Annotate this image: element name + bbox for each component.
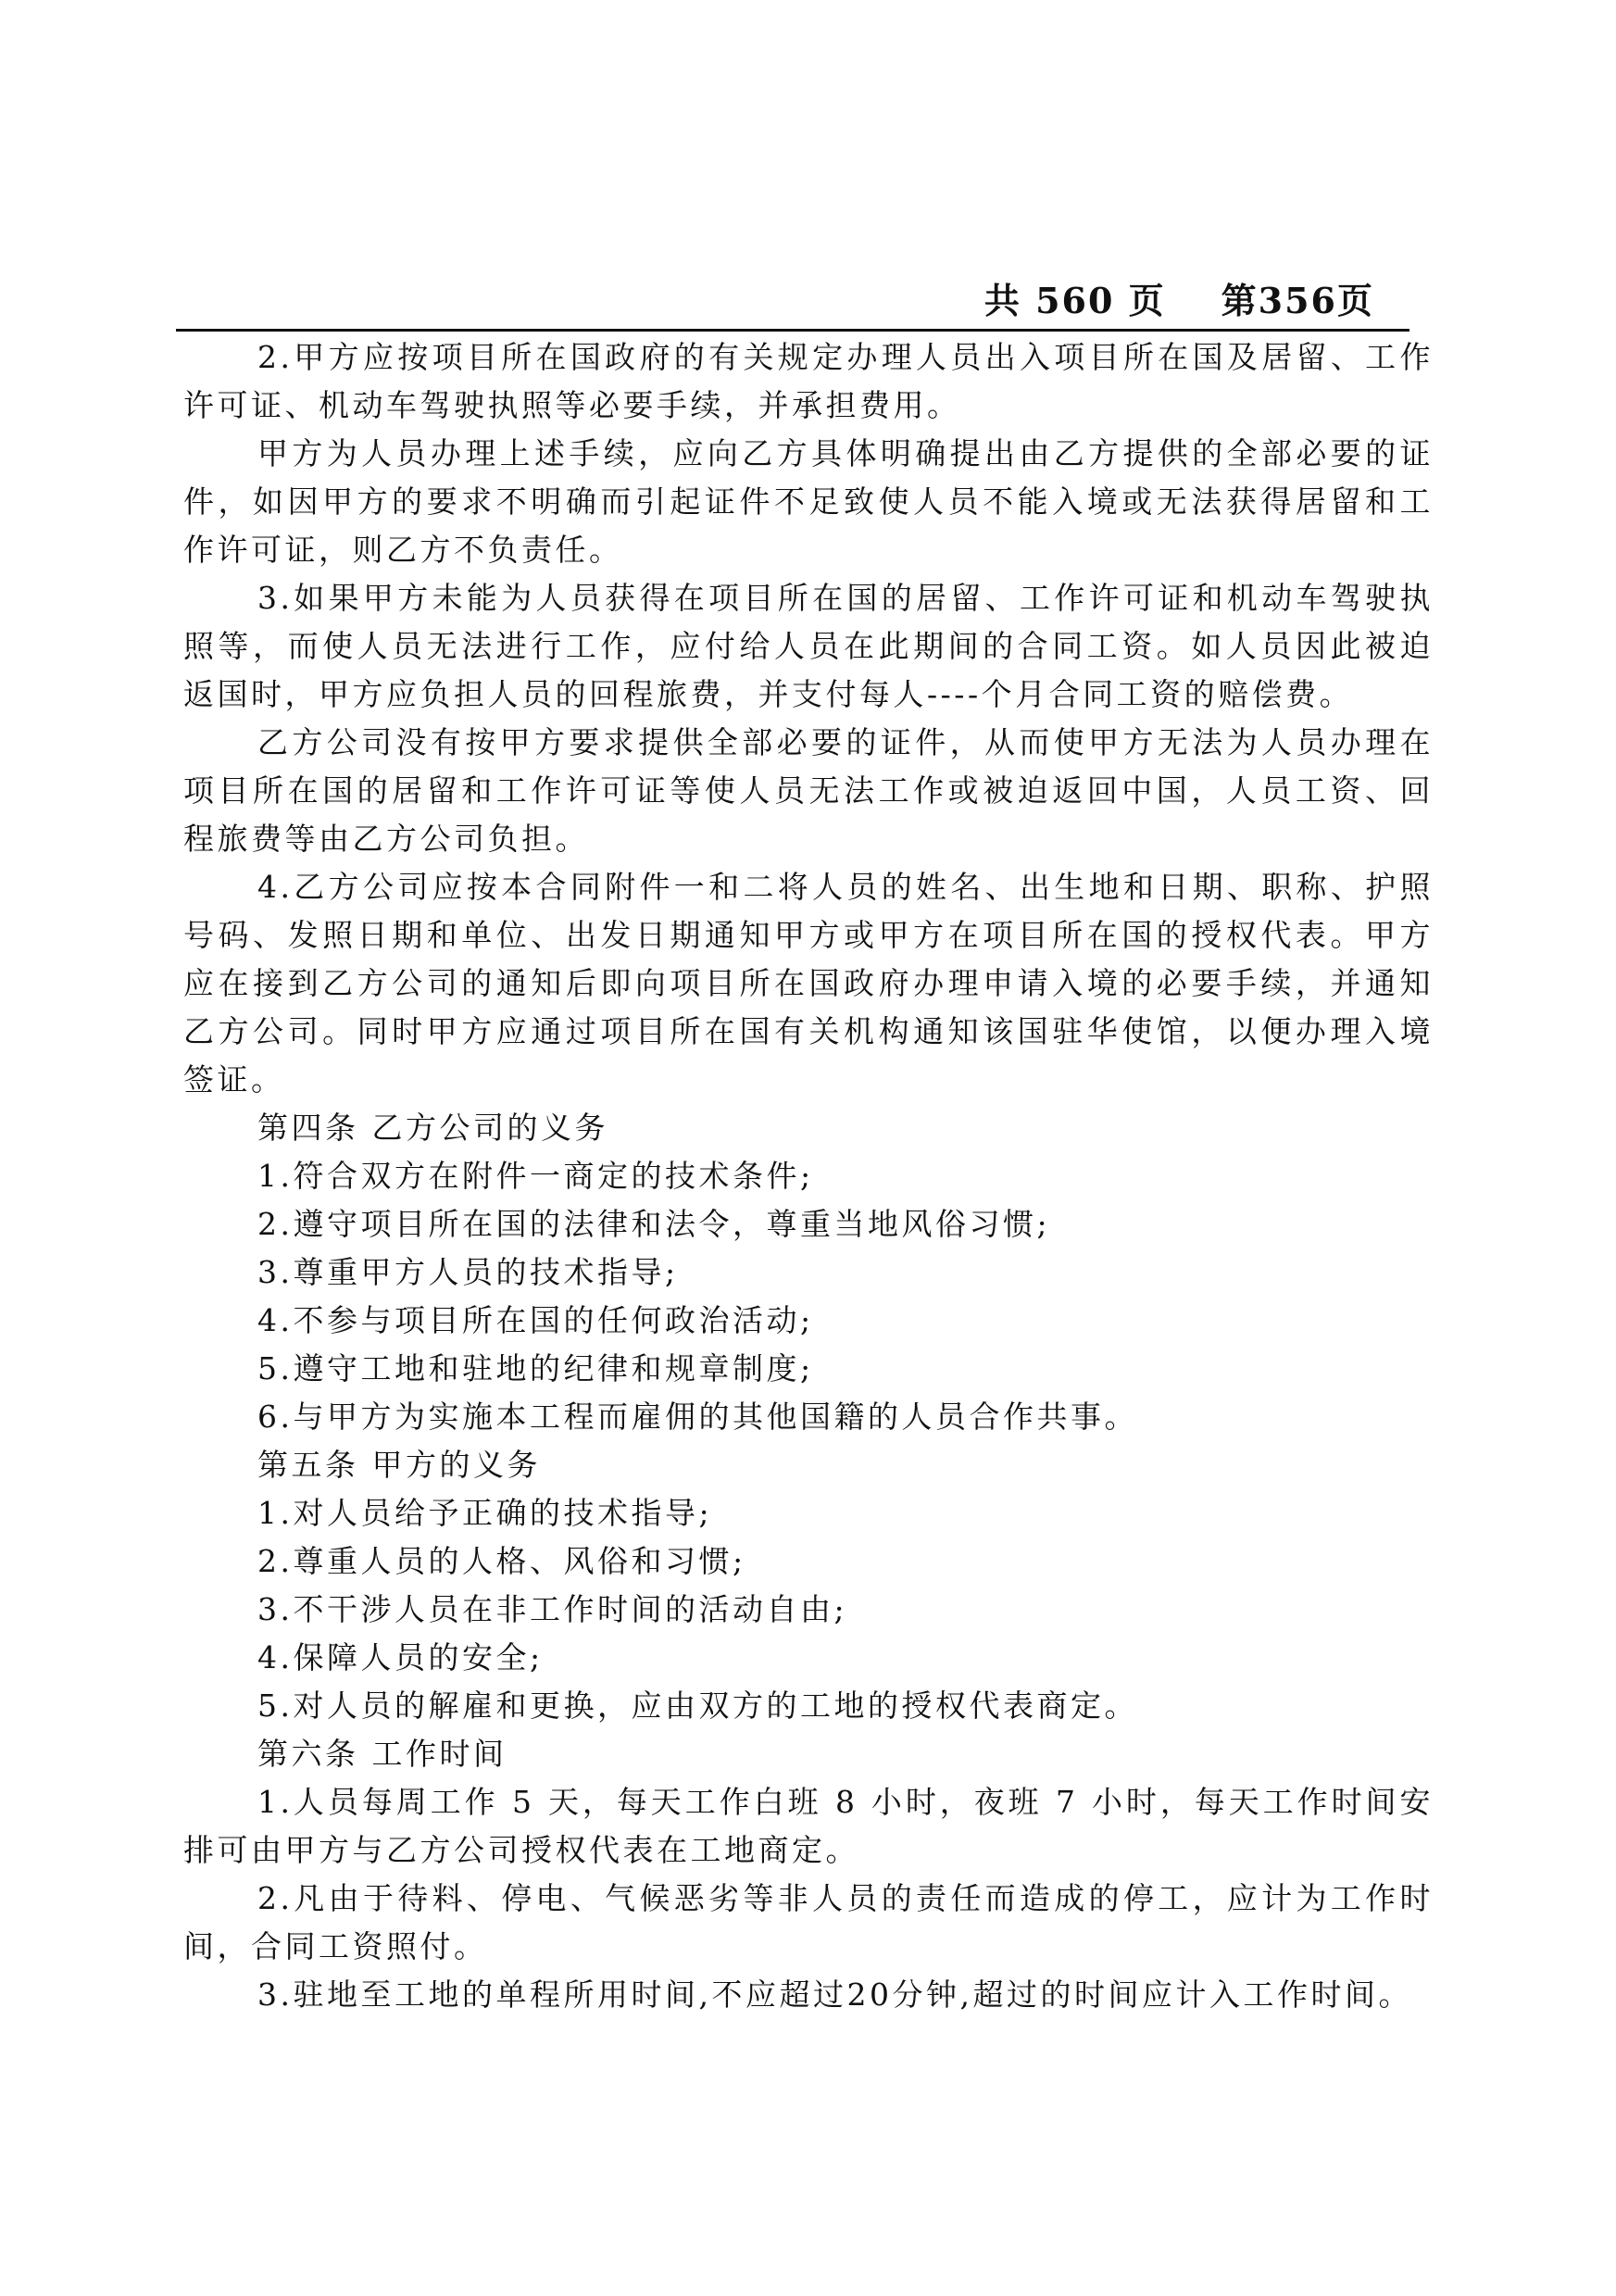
list-item: 4.不参与项目所在国的任何政治活动; <box>257 1302 814 1338</box>
list-item: 1.对人员给予正确的技术指导; <box>257 1495 713 1531</box>
section-heading-article-4: 第四条 乙方公司的义务 <box>257 1110 608 1146</box>
list-item: 2.凡由于待料、停电、气候恶劣等非人员的责任而造成的停工，应计为工作时间，合同工资照付。 <box>183 1880 1434 1964</box>
current-page: 第356页 <box>1221 280 1374 321</box>
list-item: 5.遵守工地和驻地的纪律和规章制度; <box>257 1350 814 1386</box>
list-item: 3.驻地至工地的单程所用时间,不应超过20分钟,超过的时间应计入工作时间。 <box>257 1976 1412 2013</box>
list-item: 6.与甲方为实施本工程而雇佣的其他国籍的人员合作共事。 <box>257 1399 1138 1435</box>
page-header <box>176 278 1409 332</box>
document-body <box>183 333 1434 2019</box>
paragraph: 4.乙方公司应按本合同附件一和二将人员的姓名、出生地和日期、职称、护照号码、发照日期和单位、出发日期通知甲方或甲方在项目所在国的授权代表。甲方应在接到乙方公司的通知后即向项目所在国政府办理申请入境的必要手续，并通知乙方公司。同时甲方应通过项目所在国有关机构通知该国驻华使馆，以便办理入境签证。 <box>183 869 1434 1098</box>
paragraph: 2.甲方应按项目所在国政府的有关规定办理人员出入项目所在国及居留、工作许可证、机动车驾驶执照等必要手续，并承担费用。 <box>183 339 1434 423</box>
list-item: 3.尊重甲方人员的技术指导; <box>257 1254 679 1290</box>
list-item: 1.人员每周工作 5 天，每天工作白班 8 小时，夜班 7 小时，每天工作时间安排可由甲方与乙方公司授权代表在工地商定。 <box>183 1784 1434 1868</box>
paragraph: 3.如果甲方未能为人员获得在项目所在国的居留、工作许可证和机动车驾驶执照等，而使人员无法进行工作，应付给人员在此期间的合同工资。如人员因此被迫返国时，甲方应负担人员的回程旅费，并支付每人----个月合同工资的赔偿费。 <box>183 580 1434 712</box>
list-item: 5.对人员的解雇和更换，应由双方的工地的授权代表商定。 <box>257 1687 1138 1724</box>
paragraph: 乙方公司没有按甲方要求提供全部必要的证件，从而使甲方无法为人员办理在项目所在国的居留和工作许可证等使人员无法工作或被迫返回中国，人员工资、回程旅费等由乙方公司负担。 <box>183 724 1434 857</box>
paragraph: 甲方为人员办理上述手续，应向乙方具体明确提出由乙方提供的全部必要的证件，如因甲方的要求不明确而引起证件不足致使人员不能入境或无法获得居留和工作许可证，则乙方不负责任。 <box>183 435 1434 568</box>
section-heading-article-5: 第五条 甲方的义务 <box>257 1447 541 1483</box>
list-item: 4.保障人员的安全; <box>257 1639 544 1675</box>
list-item: 3.不干涉人员在非工作时间的活动自由; <box>257 1591 848 1627</box>
total-pages: 共 560 页 <box>983 280 1166 321</box>
list-item: 1.符合双方在附件一商定的技术条件; <box>257 1158 814 1194</box>
section-heading-article-6: 第六条 工作时间 <box>257 1736 507 1772</box>
list-item: 2.遵守项目所在国的法律和法令，尊重当地风俗习惯; <box>257 1206 1051 1242</box>
page-counter <box>984 278 1374 324</box>
list-item: 2.尊重人员的人格、风俗和习惯; <box>257 1543 746 1579</box>
